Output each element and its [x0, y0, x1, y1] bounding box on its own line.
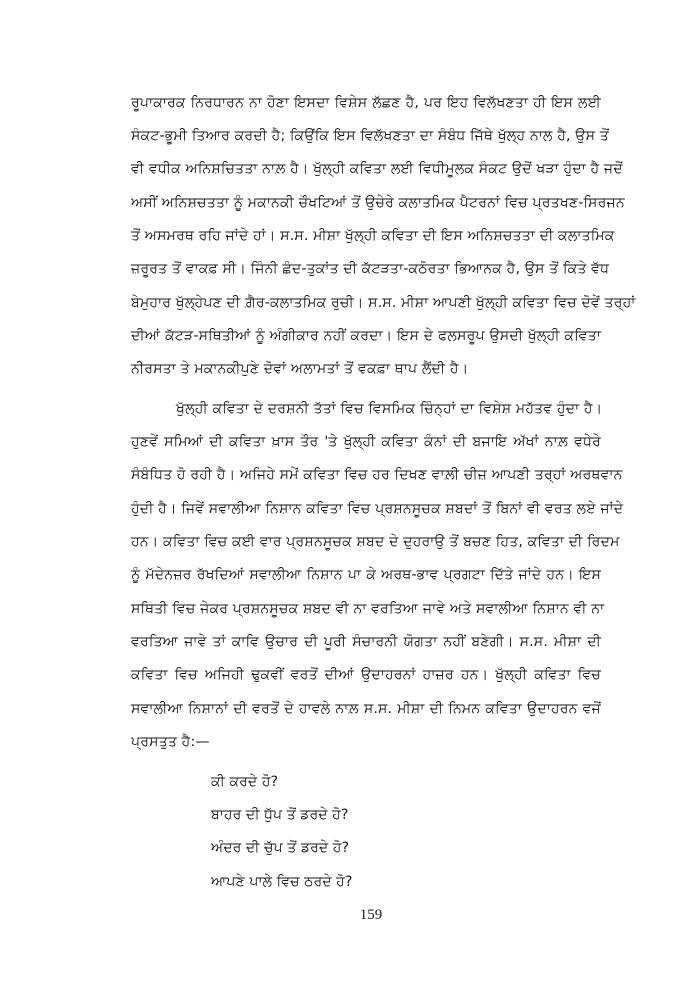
text-line: ਵਰਤਿਆ ਜਾਵੇ ਤਾਂ ਕਾਵਿ ਉਚਾਰ ਦੀ ਪੂਰੀ ਸੰਚਾਰਨੀ ਯੋਗਤਾ ਨਹੀਂ ਬਣੇਗੀ। ਸ.ਸ. ਮੀਸ਼ਾ ਦੀ	[131, 634, 601, 650]
text-line: ਦੀਆਂ ਕੱਟੜ-ਸਥਿਤੀਆਂ ਨੂੰ ਅੰਗੀਕਾਰ ਨਹੀਂ ਕਰਦਾ। ਇਸ ਦੇ ਫਲਸਰੂਪ ਉਸਦੀ ਖੁੱਲ੍ਹੀ ਕਵਿਤਾ	[131, 328, 601, 344]
text-line: ਹਨ। ਕਵਿਤਾ ਵਿਚ ਕਈ ਵਾਰ ਪ੍ਰਸ਼ਨਸੂਚਕ ਸ਼ਬਦ ਦੇ ਦੁਹਰਾਉ ਤੋਂ ਬਚਣ ਹਿਤ, ਕਵਿਤਾ ਦੀ ਰਿਦਮ	[131, 534, 620, 550]
text-line: ਤੋਂ ਅਸਮਰਥ ਰਹਿ ਜਾਂਦੇ ਹਾਂ। ਸ.ਸ. ਮੀਸ਼ਾ ਖੁੱਲ੍ਹੀ ਕਵਿਤਾ ਦੀ ਇਸ ਅਨਿਸ਼ਚਤਤਾ ਦੀ ਕਲਾਤਮਿਕ	[131, 228, 615, 244]
text-line: ਨੀਰਸਤਾ ਤੇ ਮਕਾਨਕੀਪੁਣੇ ਦੋਵਾਂ ਅਲਾਮਤਾਂ ਤੋਂ ਵਕਫ਼ਾ ਥਾਪ ਲੈਂਦੀ ਹੈ।	[131, 361, 469, 377]
text-line: ਸੰਬੰਧਿਤ ਹੋ ਰਹੀ ਹੈ। ਅਜਿਹੇ ਸਮੇਂ ਕਵਿਤਾ ਵਿਚ ਹਰ ਦਿਖਣ ਵਾਲ਼ੀ ਚੀਜ਼ ਆਪਣੀ ਤਰ੍ਹਾਂ ਅਰਥਵਾਨ	[131, 467, 623, 483]
text-line: ਕਵਿਤਾ ਵਿਚ ਅਜਿਹੀ ਢੁਕਵੀਂ ਵਰਤੋਂ ਦੀਆਂ ਉਦਾਹਰਨਾਂ ਹਾਜ਼ਰ ਹਨ। ਖੁੱਲ੍ਹੀ ਕਵਿਤਾ ਵਿਚ	[131, 667, 601, 683]
text-line: ਅਸੀਂ ਅਨਿਸ਼ਚਤਤਾ ਨੂੰ ਮਕਾਨਕੀ ਚੌਖਟਿਆਂ ਤੋਂ ਉਚੇਰੇ ਕਲਾਤਮਿਕ ਪੈਟਰਨਾਂ ਵਿਚ ਪ੍ਰਤਖਣ-ਸਿਰਜਨ	[131, 195, 625, 211]
text-line: ਹੁਣਵੇਂ ਸਮਿਆਂ ਦੀ ਕਵਿਤਾ ਖ਼ਾਸ ਤੌਰ 'ਤੇ ਖੁੱਲ੍ਹੀ ਕਵਿਤਾ ਕੰਨਾਂ ਦੀ ਬਜਾਇ ਅੱਖਾਂ ਨਾਲ਼ ਵਧੇਰੇ	[131, 434, 601, 450]
page-number: 159	[359, 907, 383, 923]
text-line: ਖੁੱਲ੍ਹੀ ਕਵਿਤਾ ਦੇ ਦਰਸ਼ਨੀ ਤੱਤਾਂ ਵਿਚ ਵਿਸਮਿਕ ਚਿੰਨ੍ਹਾਂ ਦਾ ਵਿਸ਼ੇਸ਼ ਮਹੱਤਵ ਹੁੰਦਾ ਹੈ।	[176, 401, 603, 417]
text-line: ਬੇਮੁਹਾਰ ਖੁੱਲ੍ਹੇਪਣ ਦੀ ਗ਼ੈਰ-ਕਲਾਤਮਿਕ ਰੁਚੀ। ਸ.ਸ. ਮੀਸ਼ਾ ਆਪਣੀ ਖੁੱਲ੍ਹੀ ਕਵਿਤਾ ਵਿਚ ਦੋਵੇਂ ਤਰ੍ਹਾਂ	[131, 295, 636, 311]
text-line: ਸੰਕਟ-ਭੂਮੀ ਤਿਆਰ ਕਰਦੀ ਹੈ; ਕਿਉਂਕਿ ਇਸ ਵਿਲੱਖਣਤਾ ਦਾ ਸੰਬੰਧ ਜਿੱਥੇ ਖੁੱਲ੍ਹ ਨਾਲ ਹੈ, ਉਸ ਤੋਂ	[131, 128, 609, 144]
poem-line: ਅੰਦਰ ਦੀ ਚੁੱਪ ਤੋਂ ਡਰਦੇ ਹੋ?	[211, 840, 350, 856]
poem-line: ਕੀ ਕਰਦੇ ਹੋ?	[211, 774, 279, 790]
text-line: ਪ੍ਰਸਤੁਤ ਹੈ:—	[131, 734, 210, 750]
text-line: ਨੂੰ ਮੱਦੇਨਜ਼ਰ ਰੱਖਦਿਆਂ ਸਵਾਲੀਆ ਨਿਸ਼ਾਨ ਪਾ ਕੇ ਅਰਥ-ਭਾਵ ਪ੍ਰਗਟਾ ਦਿੱਤੇ ਜਾਂਦੇ ਹਨ। ਇਸ	[131, 567, 601, 583]
text-line: ਵੀ ਵਧੀਕ ਅਨਿਸ਼ਚਿਤਤਾ ਨਾਲ਼ ਹੈ। ਖੁੱਲ੍ਹੀ ਕਵਿਤਾ ਲਈ ਵਿਧੀਮੂਲਕ ਸੰਕਟ ਉਦੋਂ ਖੜਾ ਹੁੰਦਾ ਹੈ ਜਦੋਂ	[131, 161, 623, 177]
text-line: ਸਥਿਤੀ ਵਿਚ ਜੇਕਰ ਪ੍ਰਸ਼ਨਸੂਚਕ ਸ਼ਬਦ ਵੀ ਨਾ ਵਰਤਿਆ ਜਾਵੇ ਅਤੇ ਸਵਾਲੀਆ ਨਿਸ਼ਾਨ ਵੀ ਨਾ	[131, 601, 605, 617]
text-line: ਰੂਪਾਕਾਰਕ ਨਿਰਧਾਰਨ ਨਾ ਹੋਣਾ ਇਸਦਾ ਵਿਸ਼ੇਸ ਲੱਛਣ ਹੈ, ਪਰ ਇਹ ਵਿਲੱਖਣਤਾ ਹੀ ਇਸ ਲਈ	[131, 95, 601, 111]
text-line: ਸਵਾਲੀਆ ਨਿਸ਼ਾਨਾਂ ਦੀ ਵਰਤੋਂ ਦੇ ਹਾਵਲੇ ਨਾਲ਼ ਸ.ਸ. ਮੀਸ਼ਾ ਦੀ ਨਿਮਨ ਕਵਿਤਾ ਉਦਾਹਰਨ ਵਜੋਂ	[131, 701, 601, 717]
text-line: ਹੁੰਦੀ ਹੈ। ਜਿਵੇਂ ਸਵਾਲੀਆ ਨਿਸ਼ਾਨ ਕਵਿਤਾ ਵਿਚ ਪ੍ਰਸ਼ਨਸੂਚਕ ਸ਼ਬਦਾਂ ਤੋਂ ਬਿਨਾਂ ਵੀ ਵਰਤ ਲਏ ਜਾਂਦੇ	[131, 501, 624, 517]
text-line: ਜ਼ਰੂਰਤ ਤੋਂ ਵਾਕਫ਼ ਸੀ। ਜਿੰਨੀ ਛੰਦ-ਤੁਕਾਂਤ ਦੀ ਕੱਟੜਤਾ-ਕਠੋਰਤਾ ਭਿਆਨਕ ਹੈ, ਉਸ ਤੋਂ ਕਿਤੇ ਵੱਧ	[131, 261, 610, 277]
poem-line: ਬਾਹਰ ਦੀ ਧੁੱਪ ਤੋਂ ਡਰਦੇ ਹੋ?	[211, 807, 349, 823]
poem-line: ਆਪਣੇ ਪਾਲੇ ਵਿਚ ਠਰਦੇ ਹੋ?	[211, 874, 353, 890]
